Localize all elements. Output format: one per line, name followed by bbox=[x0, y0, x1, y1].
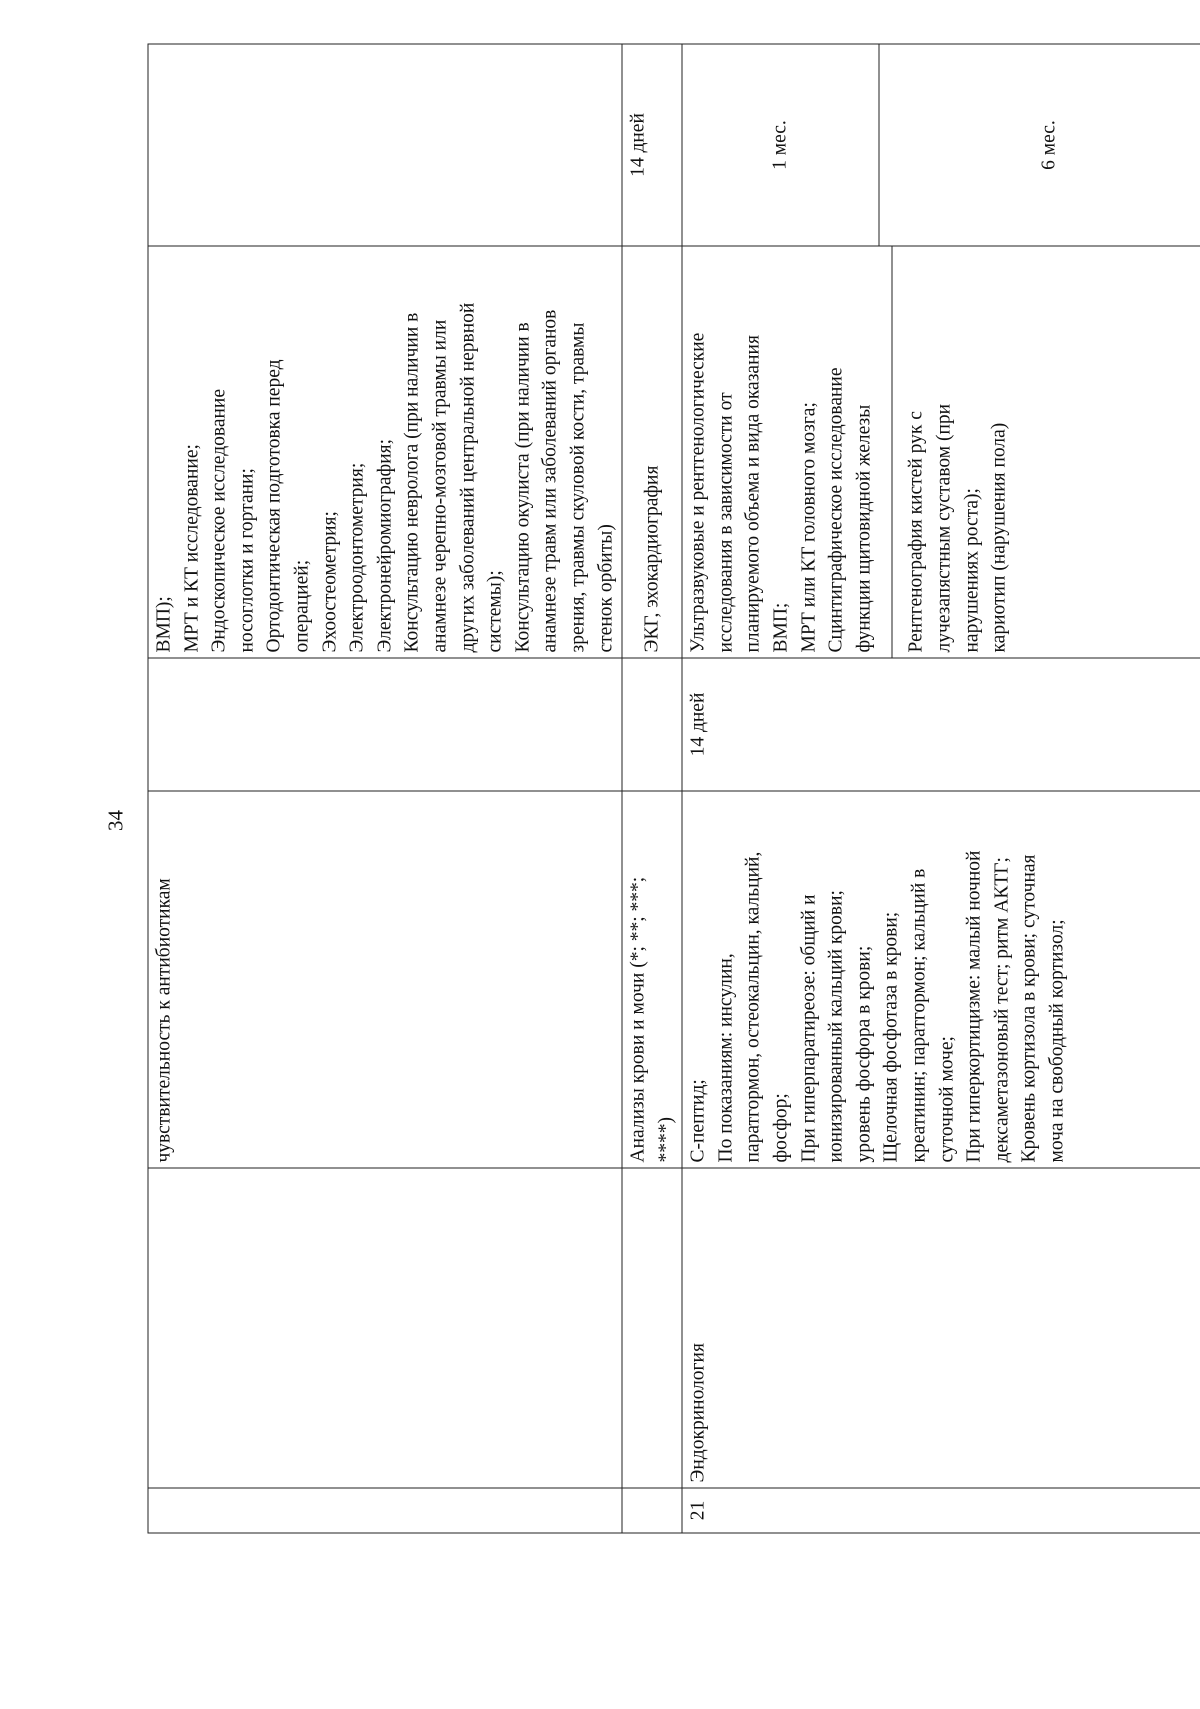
lab-term-cell bbox=[148, 658, 622, 791]
lab-tests-cell bbox=[148, 791, 622, 1168]
instrumental-line: Ультразвуковые и рентгенологические bbox=[687, 332, 709, 652]
instrumental-line: лучезапястным суставом (при bbox=[933, 403, 955, 652]
rotated-table-wrapper bbox=[147, 44, 1159, 1533]
instrumental-term-cell bbox=[148, 44, 622, 246]
section-cell bbox=[622, 1168, 682, 1488]
lab-test-line: По показаниям: инсулин, bbox=[714, 952, 736, 1162]
instrumental-line: МРТ или КТ головного мозга; bbox=[797, 401, 819, 652]
page-number: 34 bbox=[103, 810, 128, 831]
instrumental-cell bbox=[682, 246, 1200, 658]
lab-test-line: При гиперкортицизме: малый ночной bbox=[963, 850, 985, 1162]
row-number-cell: 21 bbox=[682, 1488, 1200, 1533]
lab-test-line: креатинин; паратгормон; кальций в bbox=[908, 868, 930, 1162]
table-row bbox=[148, 44, 622, 1533]
instrumental-line: анамнезе черепно-мозговой травмы или bbox=[428, 319, 450, 652]
instrumental-line: Консультацию невролога (при наличии в bbox=[401, 312, 423, 652]
document-sheet bbox=[147, 44, 1159, 1533]
examination-table bbox=[147, 43, 1200, 1533]
instrumental-line: кариотип (нарушения пола) bbox=[988, 422, 1010, 652]
instrumental-line: Рентгенография кистей рук с bbox=[905, 410, 927, 652]
lab-test-line: Анализы крови и мочи (*; **; ***; bbox=[627, 876, 649, 1162]
lab-tests-cell bbox=[622, 791, 682, 1168]
cell-divider bbox=[891, 246, 892, 657]
row-number-cell bbox=[148, 1488, 622, 1533]
instrumental-line: операцией; bbox=[290, 559, 312, 652]
instrumental-line: исследования в зависимости от bbox=[714, 391, 736, 652]
lab-tests-cell bbox=[682, 791, 1200, 1168]
instrumental-term-cell: 14 дней bbox=[622, 44, 682, 246]
lab-test-line: При гиперпаратиреозе: общий и bbox=[797, 893, 819, 1162]
instrumental-line: стенок орбиты) bbox=[594, 523, 616, 652]
section-cell: Эндокринология bbox=[682, 1168, 1200, 1488]
instrumental-line: ВМП; bbox=[770, 602, 792, 652]
lab-test-line: дексаметазоновый тест; ритм АКТГ; bbox=[990, 856, 1012, 1162]
instrumental-line: ЭКГ, эхокардиография bbox=[640, 465, 662, 652]
instrumental-cell bbox=[622, 246, 682, 658]
instrumental-line: функции щитовидной железы bbox=[852, 404, 874, 652]
row-number-cell bbox=[622, 1488, 682, 1533]
instrumental-line: носоглотки и гортани; bbox=[235, 467, 257, 652]
instrumental-line: зрения, травмы скуловой кости, травмы bbox=[566, 322, 588, 652]
lab-test-line: суточной моче; bbox=[935, 1035, 957, 1162]
term-6-months: 6 мес. bbox=[1038, 119, 1060, 170]
lab-test-line: фосфор; bbox=[770, 1092, 792, 1162]
instrumental-line: системы); bbox=[484, 569, 506, 652]
instrumental-line: других заболеваний центральной нервной bbox=[456, 302, 478, 652]
table-row bbox=[622, 44, 682, 1533]
lab-test-line: паратгормон, остеокальцин, кальций, bbox=[742, 851, 764, 1162]
lab-test-line: чувствительность к антибиотикам bbox=[153, 877, 174, 1162]
lab-test-line: уровень фосфора в крови; bbox=[852, 945, 874, 1162]
term-1-month: 1 мес. bbox=[682, 44, 879, 245]
instrumental-term-cell bbox=[682, 44, 1200, 246]
instrumental-line: планируемого объема и вида оказания bbox=[742, 334, 764, 652]
instrumental-line: Электроодонтометрия; bbox=[346, 462, 368, 652]
instrumental-line: анамнезе травм или заболеваний органов bbox=[539, 309, 561, 652]
instrumental-line: ВМП); bbox=[153, 595, 174, 652]
lab-test-line: ионизированный кальций крови; bbox=[825, 889, 847, 1162]
instrumental-line: Эндоскопическое исследование bbox=[208, 388, 230, 652]
instrumental-line: МРТ и КТ исследование; bbox=[180, 443, 202, 652]
lab-term-cell: 14 дней bbox=[682, 658, 1200, 791]
lab-test-line: Щелочная фосфотаза в крови; bbox=[880, 911, 902, 1162]
lab-term-cell bbox=[622, 658, 682, 791]
instrumental-line: Ортодонтическая подготовка перед bbox=[263, 358, 285, 652]
lab-test-line: С-пептид; bbox=[687, 1078, 709, 1162]
instrumental-line: Консультацию окулиста (при наличии в bbox=[511, 321, 533, 652]
instrumental-line: нарушениях роста); bbox=[960, 487, 982, 652]
section-cell bbox=[148, 1168, 622, 1488]
lab-test-line: Кровень кортизола в крови; суточная bbox=[1018, 853, 1040, 1162]
instrumental-line: Электронейромиография; bbox=[373, 438, 395, 652]
instrumental-line: Эхоостеометрия; bbox=[318, 510, 340, 652]
lab-test-line: моча на свободный кортизол; bbox=[1046, 918, 1067, 1162]
instrumental-line: Сцинтиграфическое исследование bbox=[825, 366, 847, 652]
table-row bbox=[682, 44, 1200, 1533]
lab-test-line: ****) bbox=[654, 1116, 676, 1162]
instrumental-cell bbox=[148, 246, 622, 658]
